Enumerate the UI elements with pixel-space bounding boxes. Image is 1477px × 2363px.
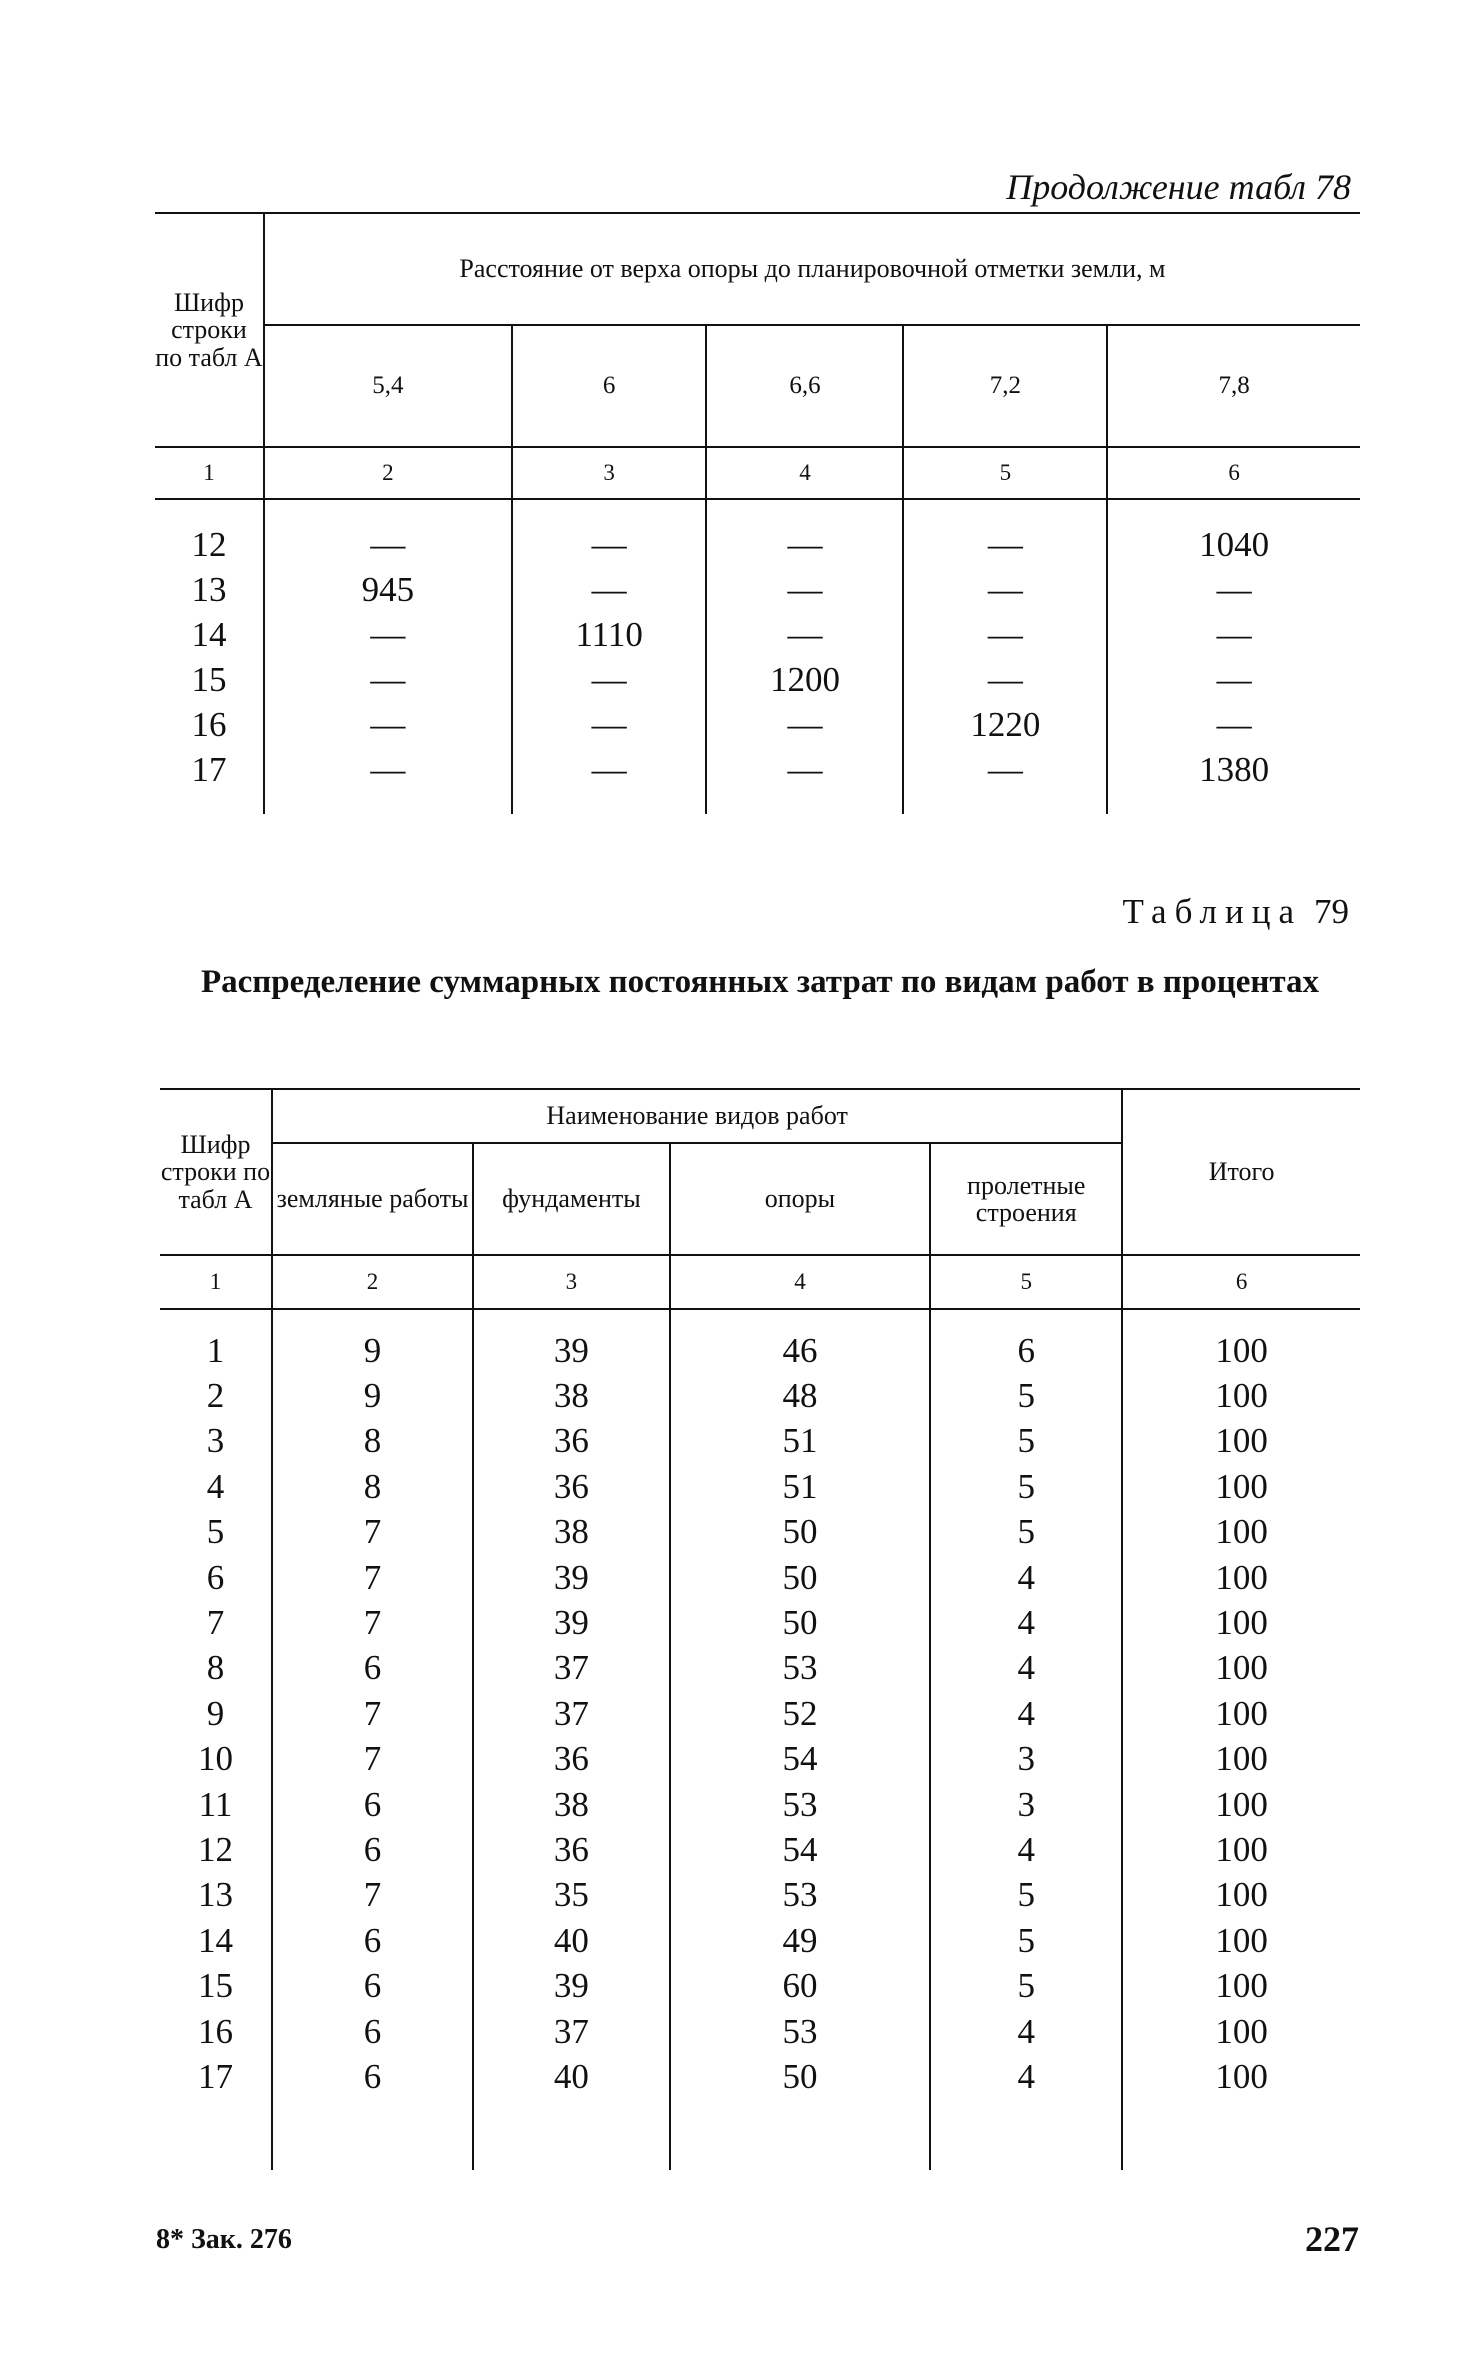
- value-cell: 35: [473, 1873, 670, 1918]
- value-cell: —: [706, 612, 903, 657]
- table-label-word: Таблица: [1122, 892, 1302, 931]
- table-79-title: Распределение суммарных постоянных затрат по видам работ в процентах: [200, 964, 1320, 1000]
- value-cell: 4: [930, 2009, 1122, 2054]
- value-cell: 38: [473, 1373, 670, 1418]
- value-cell: 100: [1122, 1309, 1360, 1373]
- table-78-body: [155, 499, 1360, 814]
- value-cell: 8: [272, 1464, 473, 1509]
- value-cell: 3: [930, 1782, 1122, 1827]
- table-row: [160, 1600, 1360, 1645]
- row-code-cell: 17: [191, 749, 227, 789]
- value-cell: 50: [670, 1510, 931, 1555]
- row-code-cell: 5: [206, 1512, 225, 1552]
- value-cell: —: [264, 612, 512, 657]
- total-header: Итого: [1122, 1089, 1360, 1255]
- value-cell: 4: [930, 2054, 1122, 2099]
- column-number: 2: [264, 447, 512, 499]
- value-cell: —: [1107, 657, 1360, 702]
- value-cell: 4: [930, 1646, 1122, 1691]
- table-row: [160, 1782, 1360, 1827]
- value-cell: 100: [1122, 1646, 1360, 1691]
- table-row: [160, 2054, 1360, 2099]
- value-cell: 36: [473, 1464, 670, 1509]
- table-row: [160, 1373, 1360, 1418]
- group-header: Расстояние от верха опоры до планировочной отметки земли, м: [264, 213, 1360, 325]
- column-header: 5,4: [264, 325, 512, 447]
- value-cell: 48: [670, 1373, 931, 1418]
- value-cell: 9: [272, 1373, 473, 1418]
- row-code-cell: 12: [197, 1829, 233, 1869]
- value-cell: —: [706, 567, 903, 612]
- value-cell: 100: [1122, 1691, 1360, 1736]
- value-cell: 4: [930, 1600, 1122, 1645]
- row-code-cell: 9: [206, 1693, 225, 1733]
- table-row: [160, 1309, 1360, 1373]
- table-78-continuation: [155, 212, 1360, 814]
- table-row: [160, 1737, 1360, 1782]
- value-cell: 6: [272, 2054, 473, 2099]
- value-cell: 100: [1122, 1373, 1360, 1418]
- value-cell: 5: [930, 1510, 1122, 1555]
- row-code-cell: 4: [206, 1466, 225, 1506]
- value-cell: 1380: [1107, 747, 1360, 814]
- column-header: фундаменты: [473, 1143, 670, 1255]
- table-row: [155, 702, 1360, 747]
- row-code-cell: 3: [206, 1421, 225, 1461]
- value-cell: 8: [272, 1419, 473, 1464]
- value-cell: 7: [272, 1600, 473, 1645]
- value-cell: 7: [272, 1737, 473, 1782]
- value-cell: 5: [930, 1918, 1122, 1963]
- group-header: Наименование видов работ: [272, 1089, 1122, 1143]
- value-cell: 36: [473, 1737, 670, 1782]
- row-code-cell: 16: [197, 2011, 233, 2051]
- table-row: [160, 1691, 1360, 1736]
- value-cell: 100: [1122, 1600, 1360, 1645]
- value-cell: 39: [473, 1963, 670, 2008]
- table-spacer-row: [160, 2100, 1360, 2170]
- value-cell: —: [512, 702, 707, 747]
- value-cell: 7: [272, 1510, 473, 1555]
- empty-cell: [1122, 2100, 1360, 2170]
- value-cell: 53: [670, 1782, 931, 1827]
- value-cell: —: [903, 499, 1107, 567]
- stub-header: Шифр строки по табл А: [155, 213, 264, 447]
- value-cell: 100: [1122, 1737, 1360, 1782]
- value-cell: 39: [473, 1600, 670, 1645]
- value-cell: 6: [272, 1918, 473, 1963]
- value-cell: —: [706, 702, 903, 747]
- value-cell: 5: [930, 1873, 1122, 1918]
- column-number: 5: [930, 1255, 1122, 1309]
- value-cell: —: [512, 657, 707, 702]
- value-cell: —: [903, 657, 1107, 702]
- value-cell: 53: [670, 1646, 931, 1691]
- value-cell: 36: [473, 1419, 670, 1464]
- value-cell: 54: [670, 1737, 931, 1782]
- column-header: пролетные строения: [930, 1143, 1122, 1255]
- table-row: [160, 1646, 1360, 1691]
- column-number: 1: [160, 1255, 272, 1309]
- row-code-cell: 13: [191, 569, 227, 609]
- value-cell: —: [512, 747, 707, 814]
- value-cell: 39: [473, 1309, 670, 1373]
- table-row: [160, 1555, 1360, 1600]
- value-cell: 6: [272, 2009, 473, 2054]
- empty-cell: [160, 2100, 272, 2170]
- value-cell: 37: [473, 1646, 670, 1691]
- value-cell: 38: [473, 1782, 670, 1827]
- column-header: 6,6: [706, 325, 903, 447]
- column-number-row: [155, 447, 1360, 499]
- table-row: [155, 499, 1360, 567]
- value-cell: 100: [1122, 1827, 1360, 1872]
- value-cell: —: [512, 499, 707, 567]
- row-code-cell: 15: [191, 659, 227, 699]
- row-code-cell: 14: [197, 1920, 233, 1960]
- value-cell: —: [706, 499, 903, 567]
- value-cell: 4: [930, 1555, 1122, 1600]
- row-code-cell: 2: [206, 1376, 225, 1416]
- value-cell: 50: [670, 1555, 931, 1600]
- row-code-cell: 8: [206, 1648, 225, 1688]
- value-cell: 50: [670, 2054, 931, 2099]
- table-79: [160, 1088, 1360, 2170]
- column-number: 3: [473, 1255, 670, 1309]
- column-number: 4: [670, 1255, 931, 1309]
- value-cell: 945: [264, 567, 512, 612]
- value-cell: 60: [670, 1963, 931, 2008]
- column-header: 7,2: [903, 325, 1107, 447]
- value-cell: 5: [930, 1963, 1122, 2008]
- column-header: 7,8: [1107, 325, 1360, 447]
- value-cell: 1220: [903, 702, 1107, 747]
- value-cell: 6: [272, 1782, 473, 1827]
- value-cell: —: [706, 747, 903, 814]
- page-number: 227: [1305, 2219, 1359, 2259]
- value-cell: —: [264, 499, 512, 567]
- value-cell: 100: [1122, 1419, 1360, 1464]
- row-code-cell: 17: [197, 2056, 233, 2096]
- print-order-note: 8* Зак. 276: [156, 2224, 292, 2255]
- value-cell: 7: [272, 1691, 473, 1736]
- row-code-cell: 1: [206, 1330, 225, 1370]
- value-cell: 100: [1122, 1782, 1360, 1827]
- value-cell: —: [264, 657, 512, 702]
- table-row: [160, 1827, 1360, 1872]
- value-cell: 5: [930, 1373, 1122, 1418]
- table-79-body: [160, 1309, 1360, 2170]
- row-code-cell: 14: [191, 614, 227, 654]
- value-cell: 7: [272, 1873, 473, 1918]
- value-cell: 1200: [706, 657, 903, 702]
- table-row: [155, 657, 1360, 702]
- value-cell: 4: [930, 1691, 1122, 1736]
- table-number: 79: [1314, 892, 1349, 931]
- value-cell: 39: [473, 1555, 670, 1600]
- value-cell: —: [903, 567, 1107, 612]
- value-cell: 49: [670, 1918, 931, 1963]
- column-number: 6: [1107, 447, 1360, 499]
- value-cell: 100: [1122, 1464, 1360, 1509]
- value-cell: 100: [1122, 1510, 1360, 1555]
- value-cell: 100: [1122, 2009, 1360, 2054]
- row-code-cell: 12: [191, 524, 227, 564]
- value-cell: —: [264, 747, 512, 814]
- value-cell: 6: [272, 1827, 473, 1872]
- value-cell: 40: [473, 2054, 670, 2099]
- value-cell: 46: [670, 1309, 931, 1373]
- value-cell: 38: [473, 1510, 670, 1555]
- value-cell: —: [903, 612, 1107, 657]
- table-row: [160, 1464, 1360, 1509]
- value-cell: —: [1107, 702, 1360, 747]
- column-header: 6: [512, 325, 707, 447]
- value-cell: 5: [930, 1419, 1122, 1464]
- column-number: 4: [706, 447, 903, 499]
- value-cell: —: [1107, 612, 1360, 657]
- row-code-cell: 6: [206, 1557, 225, 1597]
- value-cell: 6: [272, 1963, 473, 2008]
- table-row: [160, 1918, 1360, 1963]
- column-number: 3: [512, 447, 707, 499]
- column-number: 2: [272, 1255, 473, 1309]
- column-header: земляные работы: [272, 1143, 473, 1255]
- value-cell: 1110: [512, 612, 707, 657]
- value-cell: —: [903, 747, 1107, 814]
- row-code-cell: 10: [197, 1739, 233, 1779]
- value-cell: 6: [930, 1309, 1122, 1373]
- column-header: опоры: [670, 1143, 931, 1255]
- value-cell: 100: [1122, 1873, 1360, 1918]
- table-row: [160, 1419, 1360, 1464]
- value-cell: 50: [670, 1600, 931, 1645]
- table-row: [160, 1873, 1360, 1918]
- value-cell: 100: [1122, 1918, 1360, 1963]
- value-cell: —: [1107, 567, 1360, 612]
- table-row: [155, 747, 1360, 814]
- empty-cell: [272, 2100, 473, 2170]
- column-number: 1: [155, 447, 264, 499]
- column-number: 6: [1122, 1255, 1360, 1309]
- row-code-cell: 13: [197, 1875, 233, 1915]
- table-row: [160, 1963, 1360, 2008]
- value-cell: —: [512, 567, 707, 612]
- table-79-label: [1123, 892, 1349, 932]
- continuation-caption: Продолжение табл 78: [1006, 167, 1351, 207]
- value-cell: 54: [670, 1827, 931, 1872]
- value-cell: 6: [272, 1646, 473, 1691]
- empty-cell: [473, 2100, 670, 2170]
- value-cell: 51: [670, 1419, 931, 1464]
- table-row: [160, 2009, 1360, 2054]
- value-cell: 1040: [1107, 499, 1360, 567]
- value-cell: 37: [473, 1691, 670, 1736]
- stub-header: Шифр строки по табл А: [160, 1089, 272, 1255]
- table-row: [160, 1510, 1360, 1555]
- table-row: [155, 612, 1360, 657]
- value-cell: 37: [473, 2009, 670, 2054]
- value-cell: 3: [930, 1737, 1122, 1782]
- value-cell: 52: [670, 1691, 931, 1736]
- value-cell: 4: [930, 1827, 1122, 1872]
- column-number: 5: [903, 447, 1107, 499]
- row-code-cell: 15: [197, 1966, 233, 2006]
- row-code-cell: 7: [206, 1603, 225, 1643]
- column-number-row: [160, 1255, 1360, 1309]
- empty-cell: [670, 2100, 931, 2170]
- row-code-cell: 16: [191, 704, 227, 744]
- value-cell: 100: [1122, 1963, 1360, 2008]
- value-cell: 40: [473, 1918, 670, 1963]
- value-cell: 53: [670, 2009, 931, 2054]
- value-cell: —: [264, 702, 512, 747]
- empty-cell: [930, 2100, 1122, 2170]
- table-row: [155, 567, 1360, 612]
- value-cell: 100: [1122, 1555, 1360, 1600]
- value-cell: 36: [473, 1827, 670, 1872]
- value-cell: 7: [272, 1555, 473, 1600]
- value-cell: 53: [670, 1873, 931, 1918]
- value-cell: 51: [670, 1464, 931, 1509]
- value-cell: 9: [272, 1309, 473, 1373]
- value-cell: 5: [930, 1464, 1122, 1509]
- row-code-cell: 11: [198, 1784, 233, 1824]
- value-cell: 100: [1122, 2054, 1360, 2099]
